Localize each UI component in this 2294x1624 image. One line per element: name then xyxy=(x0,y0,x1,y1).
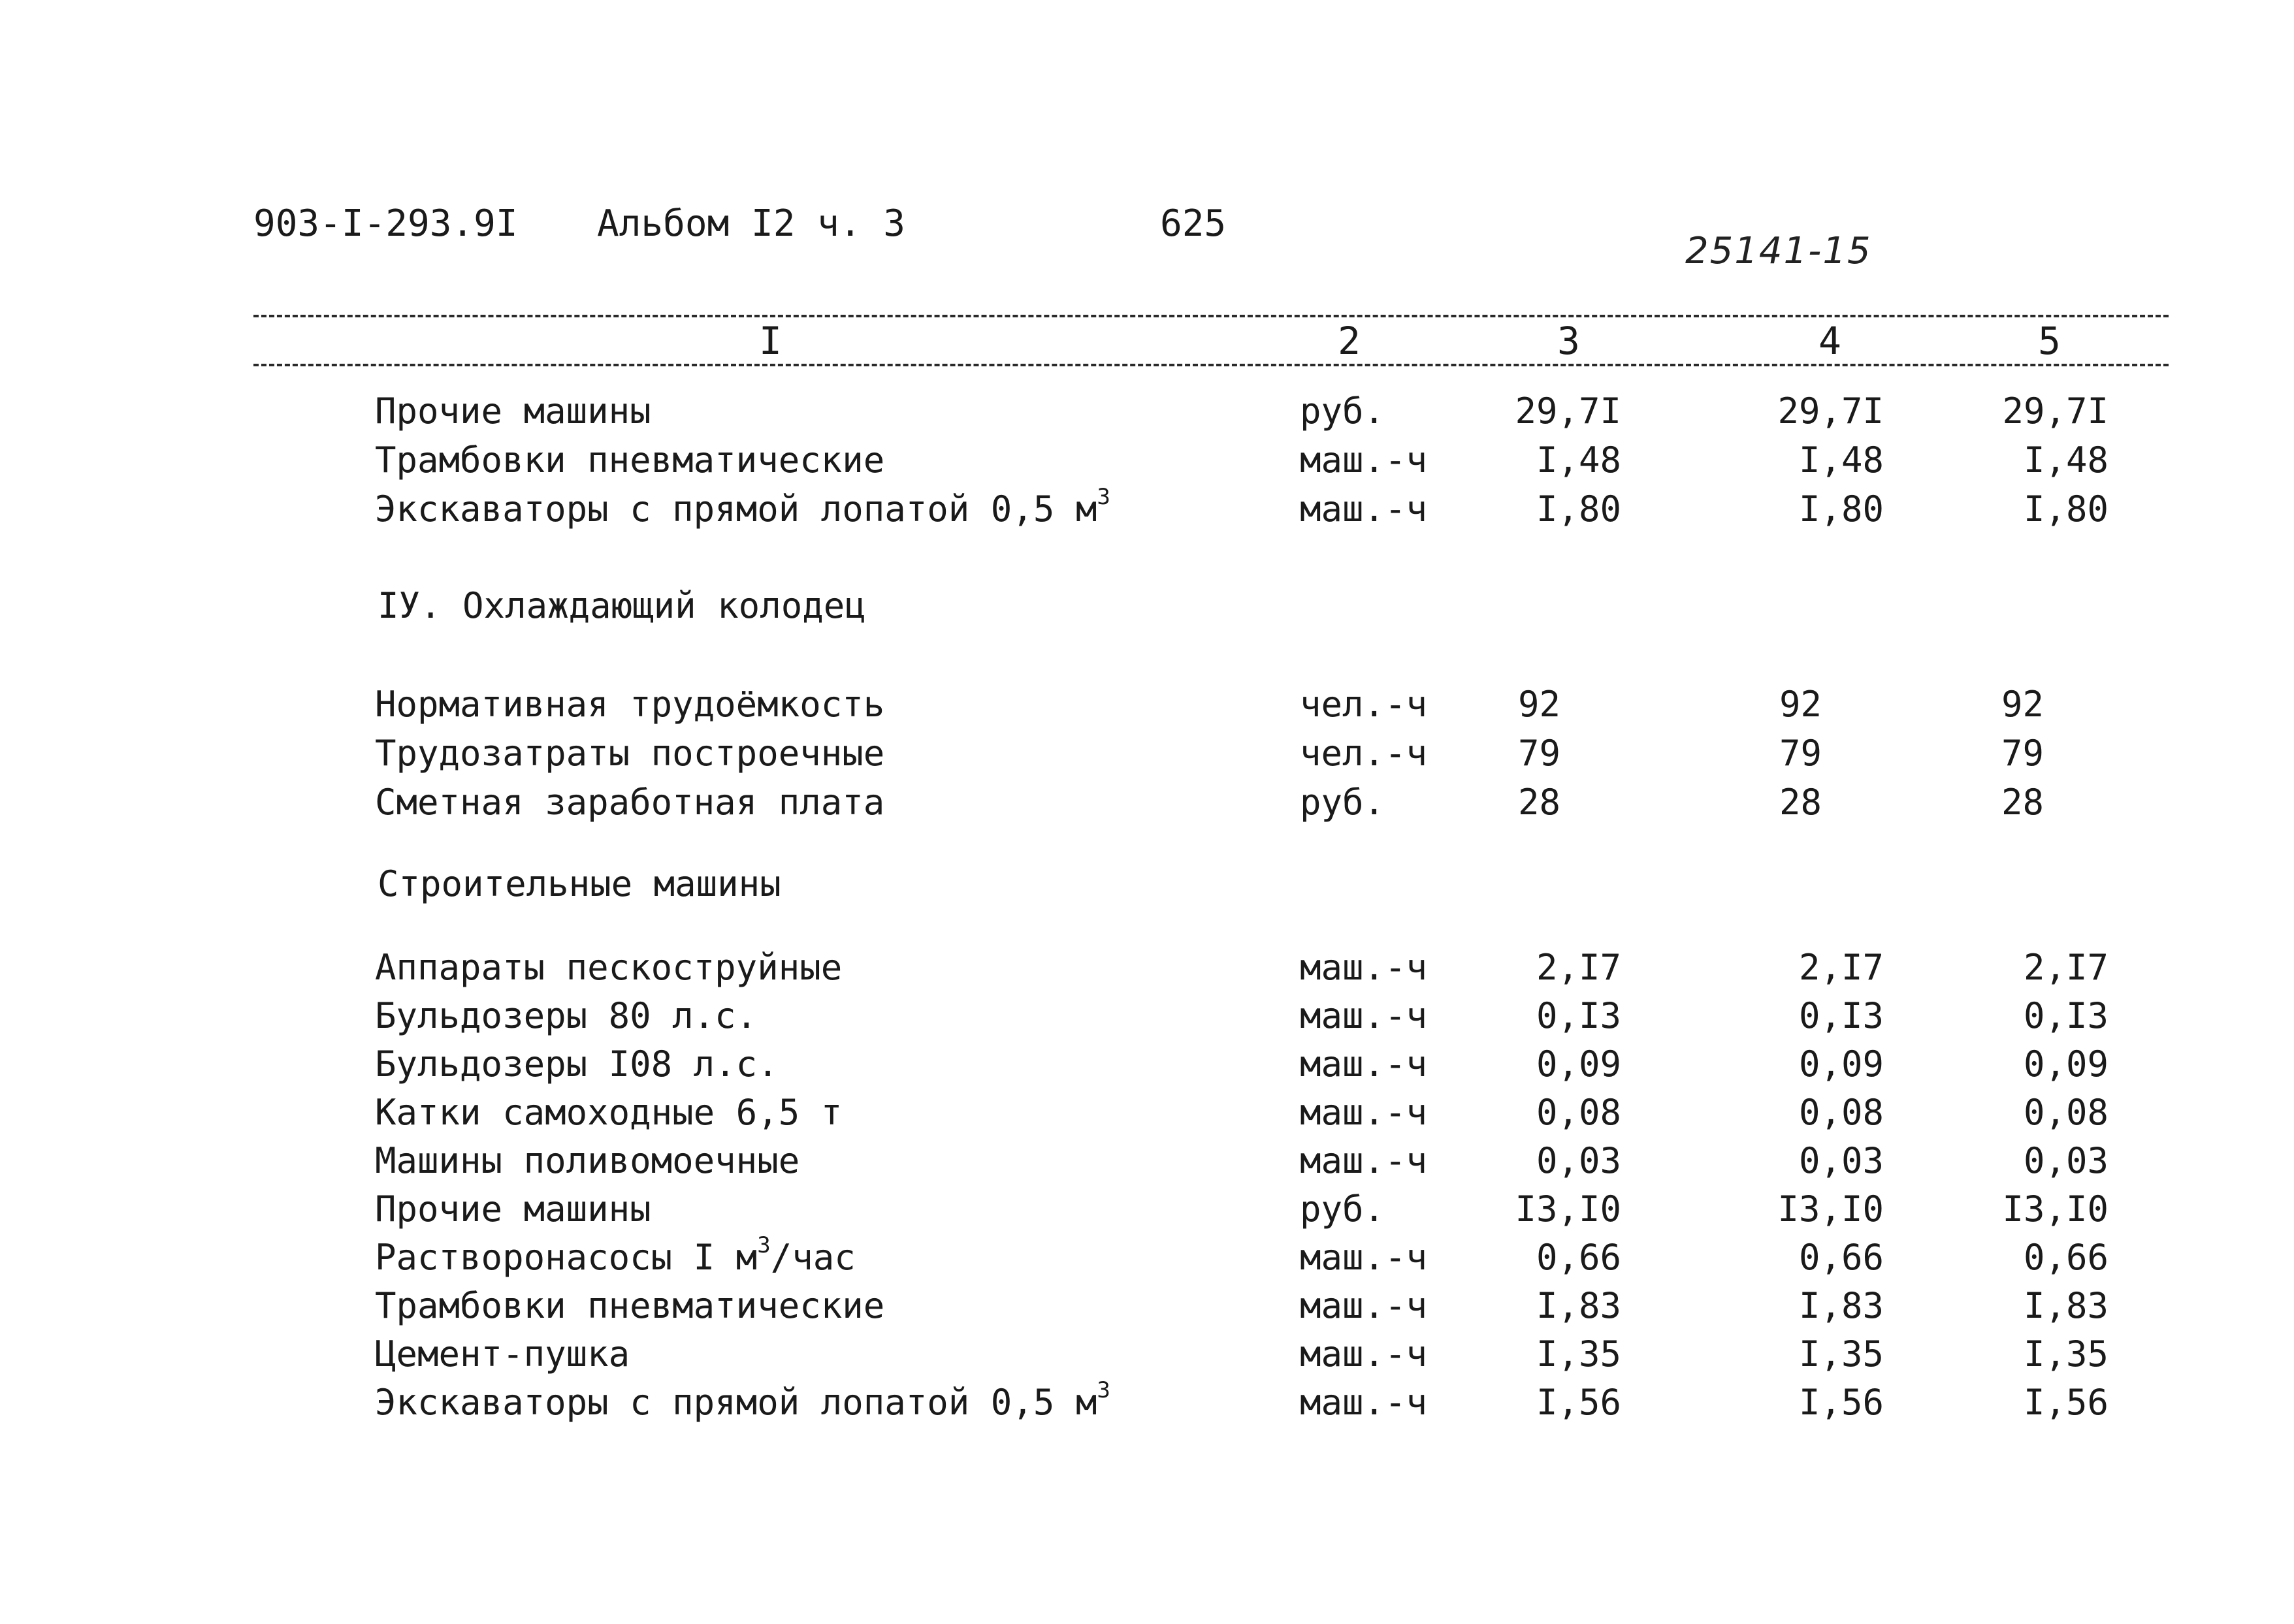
row-value-col5: 0,03 xyxy=(2023,1140,2108,1181)
row-value-col3: 79 xyxy=(1518,733,1561,774)
row-name: Бульдозеры 80 л.с. xyxy=(375,995,758,1036)
row-unit: руб. xyxy=(1300,1188,1385,1230)
row-unit: маш.-ч xyxy=(1300,1333,1428,1375)
row-unit: маш.-ч xyxy=(1300,1237,1428,1278)
row-unit: руб. xyxy=(1300,782,1385,823)
row-value-col3: 92 xyxy=(1518,684,1561,725)
table-row xyxy=(0,390,2294,436)
row-value-col5: 0,08 xyxy=(2023,1092,2108,1133)
column-number-2: 2 xyxy=(1338,319,1361,363)
row-value-col3: 0,03 xyxy=(1536,1140,1621,1181)
row-value-col3: 29,7I xyxy=(1515,390,1621,432)
row-name xyxy=(375,1232,856,1278)
row-unit: маш.-ч xyxy=(1300,1043,1428,1085)
table-row xyxy=(0,684,2294,729)
row-value-col4: 0,08 xyxy=(1798,1092,1884,1133)
row-value-col3: I3,I0 xyxy=(1515,1188,1621,1230)
row-value-col4: 0,66 xyxy=(1798,1237,1884,1278)
row-value-col3: 0,66 xyxy=(1536,1237,1621,1278)
row-unit: маш.-ч xyxy=(1300,947,1428,988)
row-value-col3: I,56 xyxy=(1536,1382,1621,1423)
column-number-1: I xyxy=(759,319,782,363)
superscript: 3 xyxy=(1097,484,1110,510)
row-name: Трамбовки пневматические xyxy=(375,439,885,481)
column-number-4: 4 xyxy=(1818,319,1841,363)
row-name: Цемент-пушка xyxy=(375,1333,630,1375)
row-value-col3: 2,I7 xyxy=(1536,947,1621,988)
table-row xyxy=(0,1140,2294,1186)
row-value-col4: 92 xyxy=(1779,684,1822,725)
row-value-col5: 0,66 xyxy=(2023,1237,2108,1278)
row-value-col4: I,83 xyxy=(1798,1285,1884,1326)
row-value-col3: I,35 xyxy=(1536,1333,1621,1375)
row-unit: маш.-ч xyxy=(1300,1140,1428,1181)
row-unit: руб. xyxy=(1300,390,1385,432)
row-value-col4: I3,I0 xyxy=(1777,1188,1884,1230)
table-row xyxy=(0,1043,2294,1089)
row-value-col5: 29,7I xyxy=(2002,390,2108,432)
row-value-col4: I,80 xyxy=(1798,488,1884,530)
column-number-5: 5 xyxy=(2038,319,2061,363)
row-value-col4: 79 xyxy=(1779,733,1822,774)
row-unit: маш.-ч xyxy=(1300,1382,1428,1423)
row-value-col5: I,48 xyxy=(2023,439,2108,481)
table-row xyxy=(0,1092,2294,1138)
row-name-text: Растворонасосы I м xyxy=(375,1237,758,1278)
row-value-col5: 92 xyxy=(2001,684,2044,725)
row-value-col5: I,83 xyxy=(2023,1285,2108,1326)
row-unit: маш.-ч xyxy=(1300,439,1428,481)
row-value-col3: 0,08 xyxy=(1536,1092,1621,1133)
row-value-col4: 0,09 xyxy=(1798,1043,1884,1085)
row-name xyxy=(375,484,1110,530)
row-name: Бульдозеры I08 л.с. xyxy=(375,1043,779,1085)
row-unit: маш.-ч xyxy=(1300,995,1428,1036)
section-title-machines: Строительные машины xyxy=(378,863,781,904)
row-name: Катки самоходные 6,5 т xyxy=(375,1092,843,1133)
row-value-col4: 2,I7 xyxy=(1798,947,1884,988)
album-label: Альбом I2 ч. 3 xyxy=(597,202,906,245)
row-value-col4: I,35 xyxy=(1798,1333,1884,1375)
superscript: 3 xyxy=(757,1232,771,1258)
row-value-col4: 28 xyxy=(1779,782,1822,823)
table-row xyxy=(0,1285,2294,1331)
row-value-col3: I,80 xyxy=(1536,488,1621,530)
row-unit: чел.-ч xyxy=(1300,684,1428,725)
row-unit: маш.-ч xyxy=(1300,1092,1428,1133)
row-value-col3: 28 xyxy=(1518,782,1561,823)
row-name-text: Экскаваторы с прямой лопатой 0,5 м xyxy=(375,1382,1097,1423)
section-title-cooling-well: IУ. Охлаждающий колодец xyxy=(378,585,866,626)
table-row xyxy=(0,439,2294,485)
table-row xyxy=(0,1188,2294,1234)
row-value-col5: I,80 xyxy=(2023,488,2108,530)
row-value-col3: I,83 xyxy=(1536,1285,1621,1326)
row-name: Аппараты пескоструйные xyxy=(375,947,843,988)
row-value-col5: I,56 xyxy=(2023,1382,2108,1423)
superscript: 3 xyxy=(1097,1377,1110,1403)
row-value-col5: 0,09 xyxy=(2023,1043,2108,1085)
row-unit: маш.-ч xyxy=(1300,488,1428,530)
row-name: Трамбовки пневматические xyxy=(375,1285,885,1326)
row-value-col5: 79 xyxy=(2001,733,2044,774)
row-name: Машины поливомоечные xyxy=(375,1140,800,1181)
row-value-col5: 2,I7 xyxy=(2023,947,2108,988)
row-name: Трудозатраты построечные xyxy=(375,733,885,774)
document-code: 903-I-293.9I xyxy=(253,202,518,245)
row-value-col4: 0,03 xyxy=(1798,1140,1884,1181)
row-value-col5: I3,I0 xyxy=(2002,1188,2108,1230)
page-number: 625 xyxy=(1160,202,1227,245)
row-value-col3: 0,I3 xyxy=(1536,995,1621,1036)
row-value-col4: I,56 xyxy=(1798,1382,1884,1423)
row-value-col4: 29,7I xyxy=(1777,390,1884,432)
table-row xyxy=(0,484,2294,534)
row-name: Сметная заработная плата xyxy=(375,782,885,823)
row-name xyxy=(375,1377,1110,1423)
row-value-col5: 0,I3 xyxy=(2023,995,2108,1036)
table-row xyxy=(0,1232,2294,1282)
row-value-col3: 0,09 xyxy=(1536,1043,1621,1085)
row-name: Прочие машины xyxy=(375,1188,651,1230)
column-number-3: 3 xyxy=(1557,319,1580,363)
table-row xyxy=(0,733,2294,778)
row-name-suffix: /час xyxy=(770,1237,856,1278)
table-row xyxy=(0,1377,2294,1427)
row-value-col4: 0,I3 xyxy=(1798,995,1884,1036)
row-value-col5: 28 xyxy=(2001,782,2044,823)
row-value-col3: I,48 xyxy=(1536,439,1621,481)
row-name-text: Экскаваторы с прямой лопатой 0,5 м xyxy=(375,488,1097,530)
archive-stamp: 25141-15 xyxy=(1685,230,1872,272)
row-value-col5: I,35 xyxy=(2023,1333,2108,1375)
table-row xyxy=(0,995,2294,1041)
row-name: Нормативная трудоёмкость xyxy=(375,684,885,725)
row-unit: чел.-ч xyxy=(1300,733,1428,774)
table-row xyxy=(0,1333,2294,1379)
row-value-col4: I,48 xyxy=(1798,439,1884,481)
table-row xyxy=(0,947,2294,993)
row-name: Прочие машины xyxy=(375,390,651,432)
row-unit: маш.-ч xyxy=(1300,1285,1428,1326)
table-row xyxy=(0,782,2294,827)
